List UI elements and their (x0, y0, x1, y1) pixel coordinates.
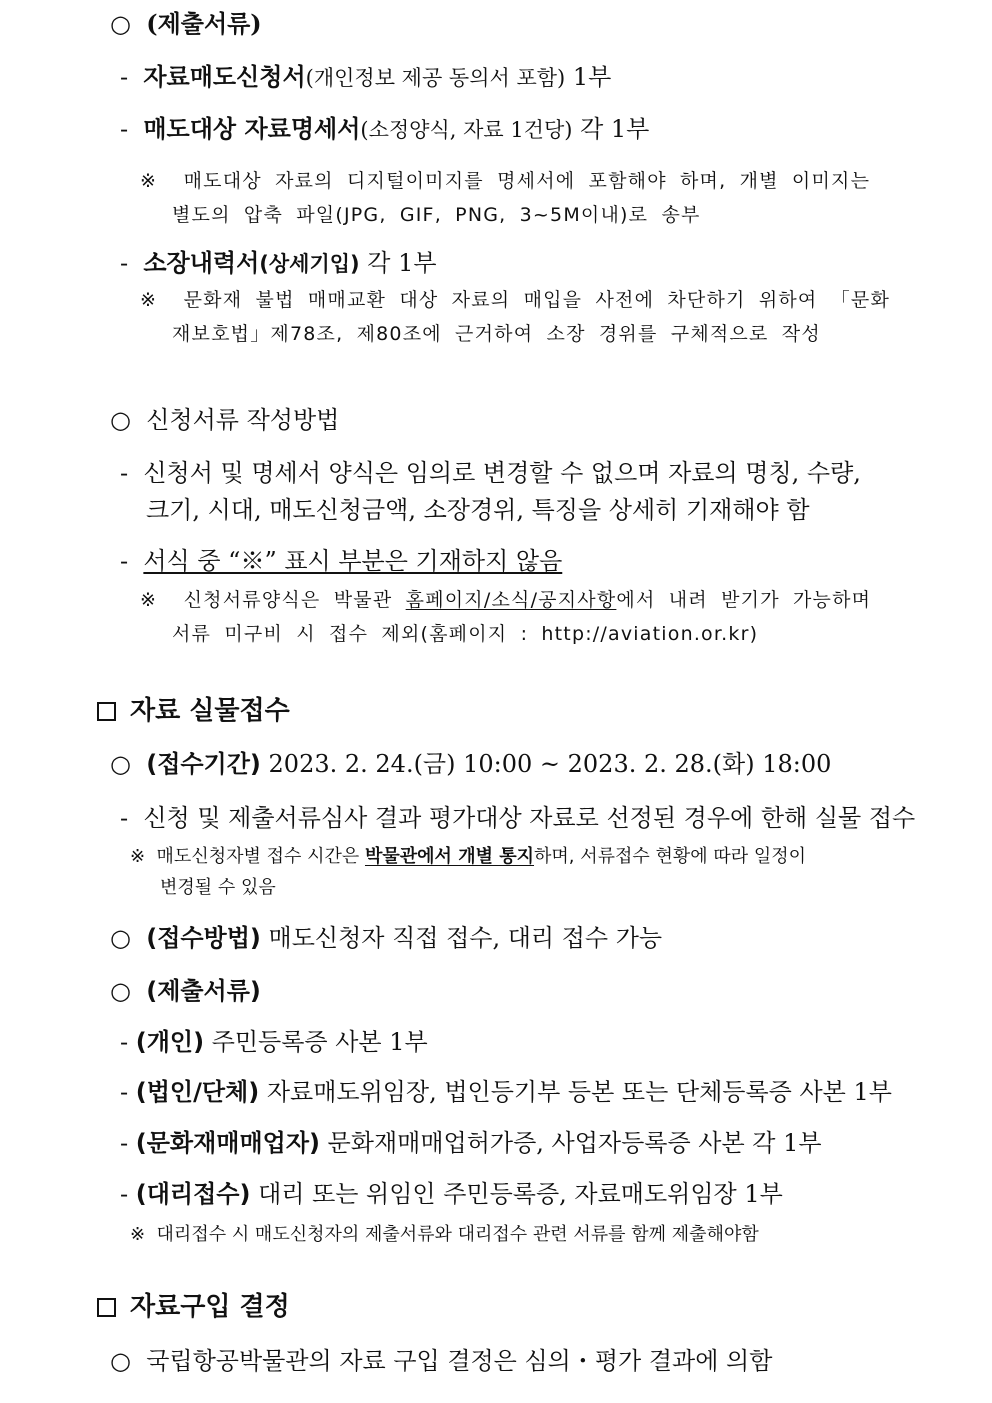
doc-item-specification: - 매도대상 자료명세서(소정양식, 자료 1건당) 각 1부 (120, 115, 650, 143)
note-receipt-time-2: 변경될 수 있음 (160, 877, 276, 898)
receipt-doc-dealer: - (문화재매매업자) 문화재매매업허가증, 사업자등록증 사본 각 1부 (120, 1129, 822, 1157)
receipt-doc-proxy: - (대리접수) 대리 또는 위임인 주민등록증, 자료매도위임장 1부 (120, 1180, 783, 1208)
section-physical-receipt-heading: 자료 실물접수 (97, 698, 290, 724)
method-item-1: - 신청서 및 명세서 양식은 임의로 변경할 수 없으며 자료의 명칭, 수량, (120, 459, 861, 487)
note-receipt-time: ※ 매도신청자별 접수 시간은 박물관에서 개별 통지하며, 서류접수 현황에 따라 일정이 (130, 846, 807, 867)
section-purchase-decision-heading: 자료구입 결정 (97, 1294, 290, 1320)
method-item-1-cont: 크기, 시대, 매도신청금액, 소장경위, 특징을 상세히 기재해야 함 (146, 496, 810, 524)
note-forms: ※ 신청서류양식은 박물관 홈페이지/소식/공지사항에서 내려 받기가 가능하며 (140, 589, 872, 611)
note-proxy: ※ 대리접수 시 매도신청자의 제출서류와 대리접수 관련 서류를 함께 제출해야함 (130, 1224, 759, 1245)
note-digital-image-2: 별도의 압축 파일(JPG, GIF, PNG, 3~5M이내)로 송부 (172, 204, 701, 226)
method-heading: ○ 신청서류 작성방법 (110, 406, 340, 434)
homepage-notice-link[interactable]: 홈페이지/소식/공지사항 (405, 589, 617, 611)
doc-item-provenance: - 소장내력서(상세기입) 각 1부 (120, 249, 437, 277)
square-bullet-icon (97, 702, 116, 721)
receipt-docs-heading: ○ (제출서류) (110, 977, 261, 1005)
note-provenance-2: 재보호법」제78조, 제80조에 근거하여 소장 경위를 구체적으로 작성 (172, 323, 821, 345)
circle-bullet: ○ (110, 750, 131, 778)
receipt-doc-corporate: - (법인/단체) 자료매도위임장, 법인등기부 등본 또는 단체등록증 사본 1부 (120, 1078, 892, 1106)
receipt-condition: - 신청 및 제출서류심사 결과 평가대상 자료로 선정된 경우에 한해 실물 접수 (120, 804, 916, 832)
submit-docs-heading: ○ (제출서류) (110, 9, 262, 38)
doc-item-application: - 자료매도신청서(개인정보 제공 동의서 포함) 1부 (120, 63, 612, 91)
note-provenance: ※ 문화재 불법 매매교환 대상 자료의 매입을 사전에 차단하기 위하여 「문화 (140, 289, 891, 311)
purchase-decision-text: ○ 국립항공박물관의 자료 구입 결정은 심의・평가 결과에 의함 (110, 1347, 773, 1375)
note-forms-2: 서류 미구비 시 접수 제외(홈페이지 : http://aviation.or.kr) (172, 623, 759, 645)
note-digital-image: ※ 매도대상 자료의 디지털이미지를 명세서에 포함해야 하며, 개별 이미지는 (140, 170, 871, 192)
receipt-period: ○ (접수기간) 2023. 2. 24.(금) 10:00 ~ 2023. 2. 28.(화) 18:00 (110, 750, 832, 778)
circle-bullet: ○ (110, 10, 131, 38)
circle-bullet: ○ (110, 406, 131, 434)
method-item-2: - 서식 중 “※” 표시 부분은 기재하지 않음 (120, 547, 563, 575)
circle-bullet: ○ (110, 1347, 131, 1375)
receipt-doc-individual: - (개인) 주민등록증 사본 1부 (120, 1028, 428, 1056)
square-bullet-icon (97, 1298, 116, 1317)
circle-bullet: ○ (110, 924, 131, 952)
circle-bullet: ○ (110, 977, 131, 1005)
receipt-method: ○ (접수방법) 매도신청자 직접 접수, 대리 접수 가능 (110, 924, 663, 952)
